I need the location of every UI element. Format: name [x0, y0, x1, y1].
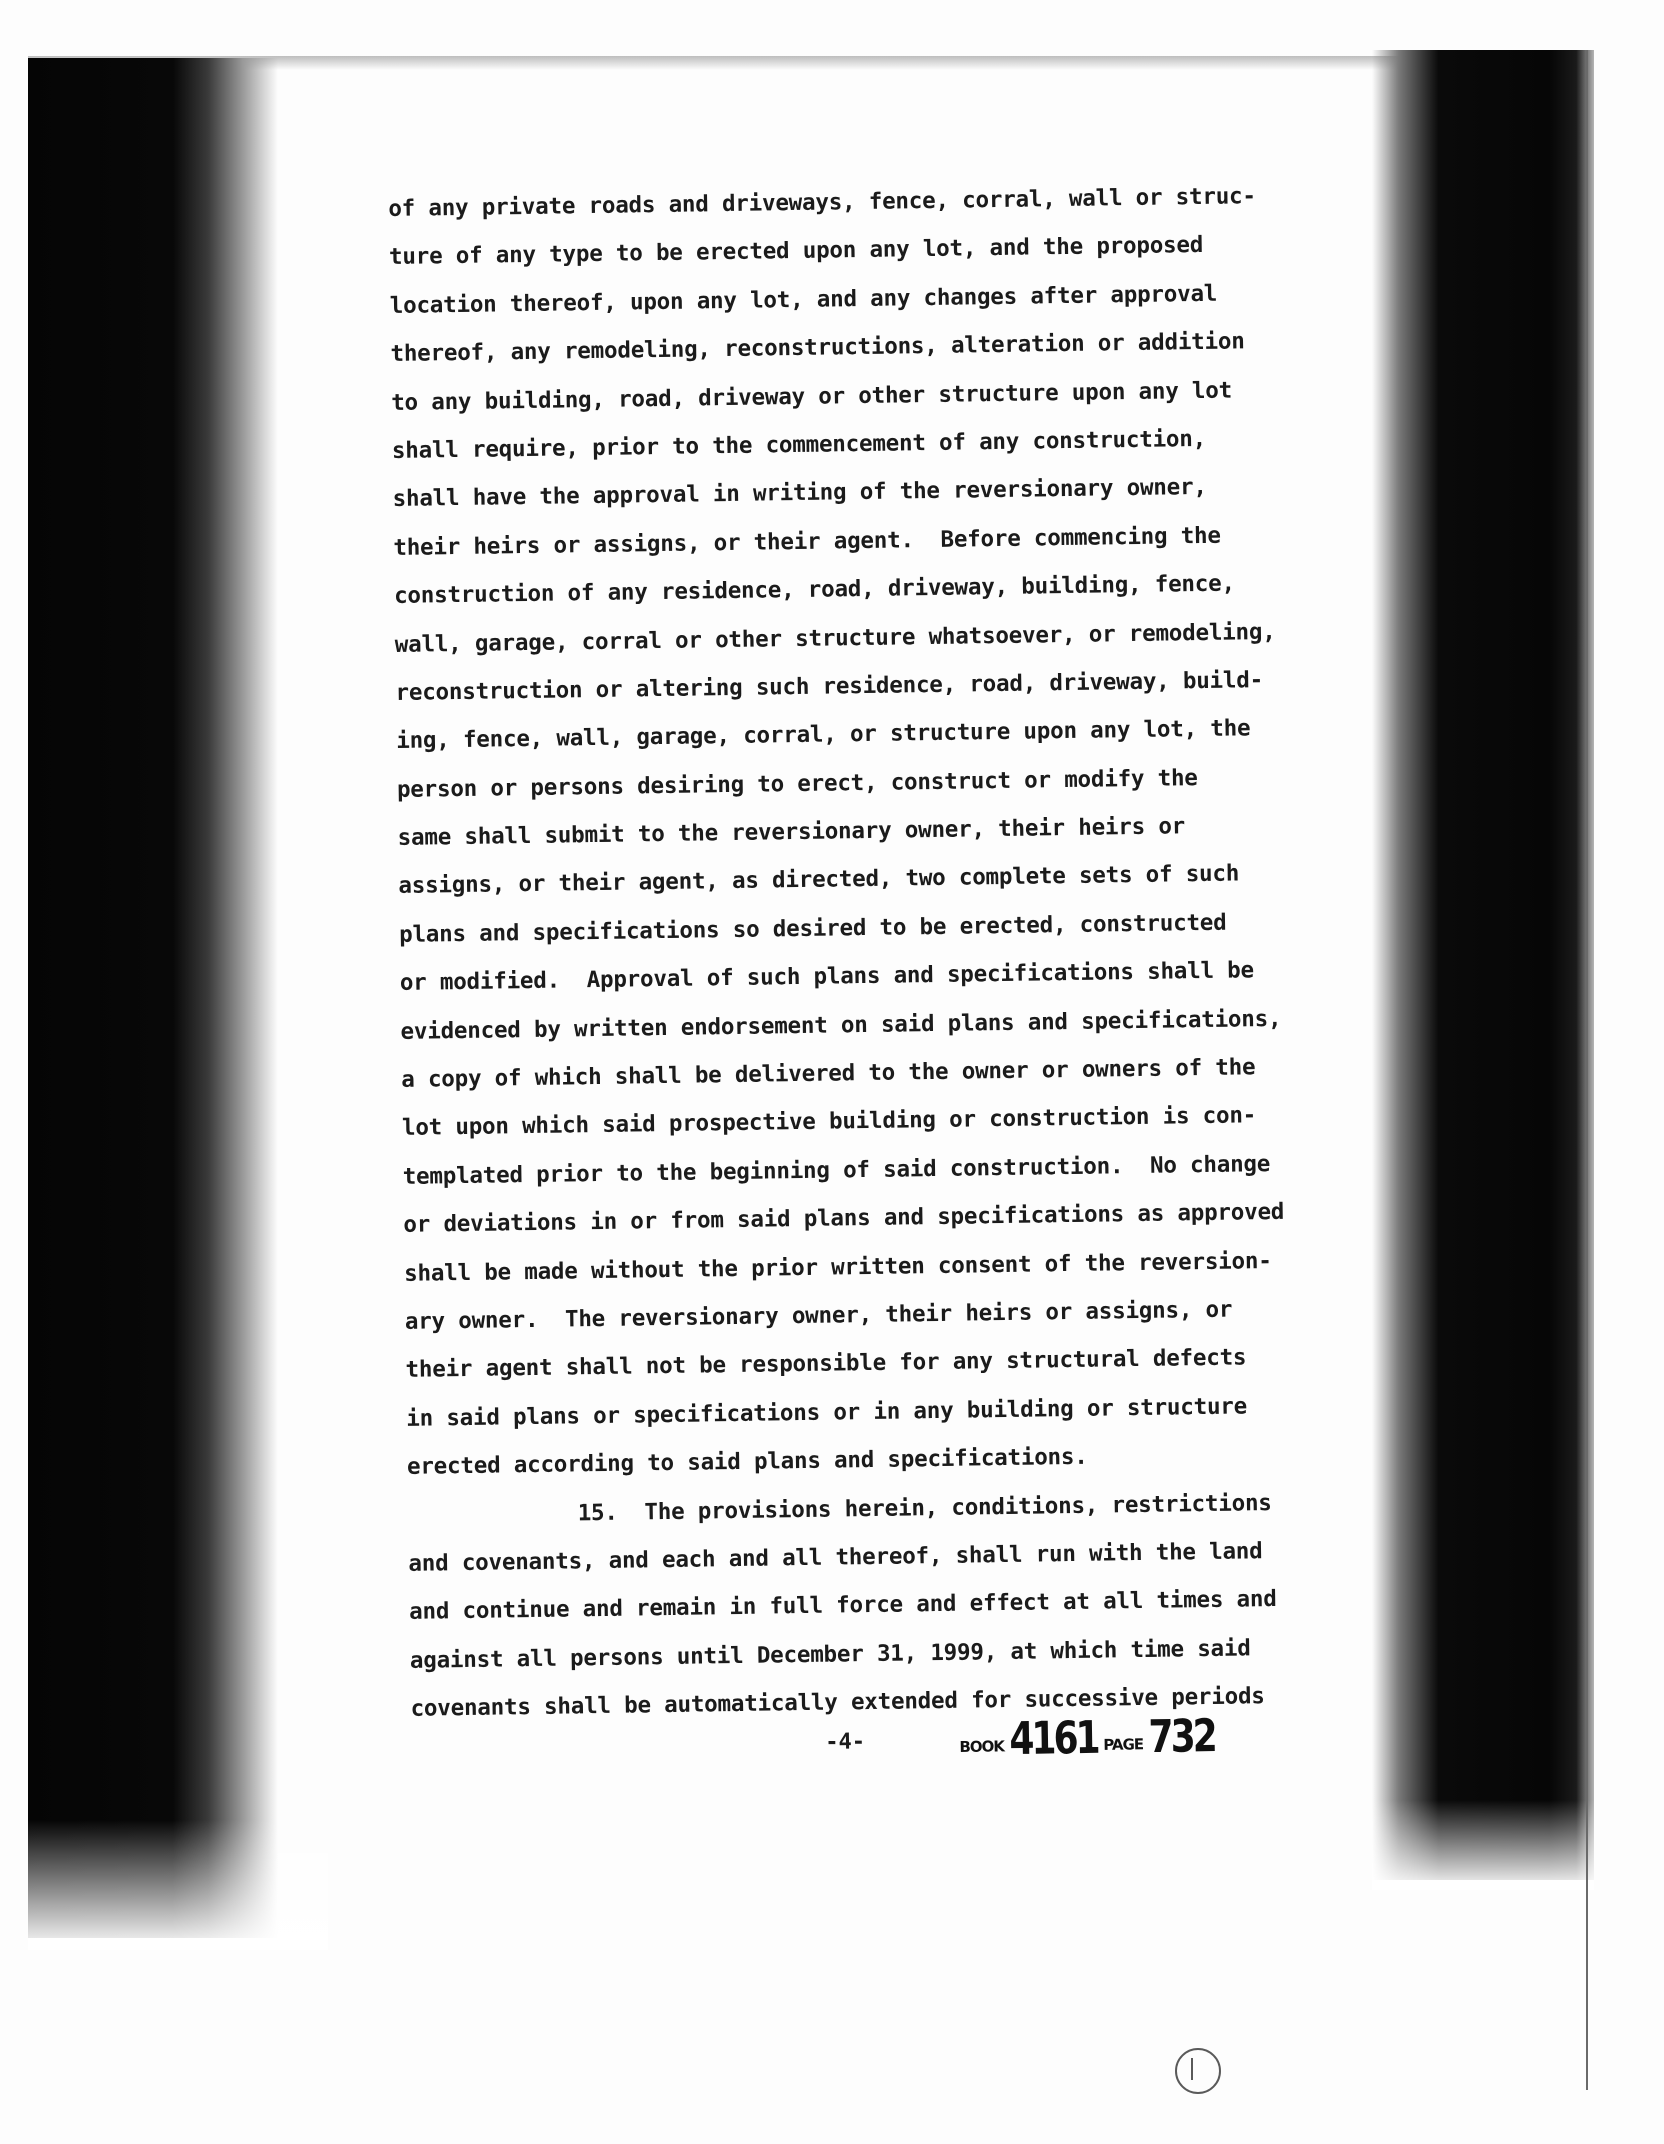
text-line: assigns, or their agent, as directed, two complete sets of such: [398, 860, 1240, 900]
scan-shadow-left: [28, 58, 278, 1938]
book-label: BOOK: [959, 1737, 1005, 1757]
circle-mark-icon: [1175, 2048, 1221, 2094]
page-edge-line: [1586, 50, 1588, 2090]
text-line: ture of any type to be erected upon any lot, and the proposed: [388, 232, 1204, 271]
text-line: or deviations in or from said plans and specifications as approved: [403, 1199, 1285, 1239]
text-line: of any private roads and driveways, fence, corral, wall or struc-: [388, 183, 1256, 222]
text-line: evidenced by written endorsement on said plans and specifications,: [400, 1005, 1282, 1045]
body-text: [388, 171, 1371, 1734]
text-line: shall have the approval in writing of the reversionary owner,: [392, 474, 1207, 513]
scan-shadow-right: [1372, 50, 1594, 1880]
text-line: construction of any residence, road, driveway, building, fence,: [393, 570, 1236, 610]
text-line: wall, garage, corral or other structure whatsoever, or remodeling,: [394, 618, 1276, 658]
text-line: in said plans or specifications or in any building or structure: [406, 1393, 1248, 1432]
text-line: templated prior to the beginning of said construction. No change: [402, 1150, 1271, 1190]
page-label: PAGE: [1103, 1735, 1144, 1754]
text-line: lot upon which said prospective building or construction is con-: [401, 1102, 1257, 1142]
text-line: against all persons until December 31, 1999, at which time said: [409, 1635, 1251, 1674]
text-line: shall require, prior to the commencement of any construction,: [391, 425, 1207, 464]
page-number: -4-: [825, 1729, 866, 1755]
text-line: their agent shall not be responsible for any structural defects: [405, 1344, 1247, 1384]
scan-shadow-right-fade: [1372, 1800, 1594, 1890]
page-value: 732: [1148, 1711, 1216, 1764]
text-line: reconstruction or altering such residence, road, driveway, build-: [395, 666, 1264, 706]
text-line: and continue and remain in full force and effect at all times and: [408, 1586, 1277, 1626]
book-number: 4161: [1009, 1712, 1098, 1766]
text-line: covenants shall be automatically extended for successive periods: [410, 1683, 1265, 1722]
scan-shadow-left-fade: [28, 1820, 328, 1950]
text-line: thereof, any remodeling, reconstructions, alteration or addition: [390, 328, 1245, 368]
text-line: same shall submit to the reversionary owner, their heirs or: [397, 813, 1186, 852]
text-line: or modified. Approval of such plans and specifications shall be: [399, 957, 1255, 997]
text-line: location thereof, upon any lot, and any changes after approval: [389, 280, 1218, 319]
text-line: ary owner. The reversionary owner, their heirs or assigns, or: [404, 1296, 1233, 1335]
text-line: person or persons desiring to erect, construct or modify the: [396, 764, 1198, 803]
text-line: a copy of which shall be delivered to the owner or owners of the: [401, 1054, 1256, 1093]
book-page-stamp: [959, 1711, 1216, 1766]
text-line: plans and specifications so desired to be erected, constructed: [398, 909, 1227, 948]
text-line: shall be made without the prior written consent of the reversion-: [403, 1247, 1272, 1287]
text-line: to any building, road, driveway or other structure upon any lot: [391, 377, 1233, 416]
text-line: their heirs or assigns, or their agent. Before commencing the: [393, 522, 1221, 561]
text-line: and covenants, and each and all thereof, shall run with the land: [408, 1538, 1263, 1577]
text-line: erected according to said plans and specifications.: [406, 1443, 1088, 1481]
section-heading-line: 15. The provisions herein, conditions, restrictions: [577, 1489, 1272, 1526]
text-line: ing, fence, wall, garage, corral, or structure upon any lot, the: [396, 715, 1251, 755]
page-footer: [825, 1711, 1306, 1772]
